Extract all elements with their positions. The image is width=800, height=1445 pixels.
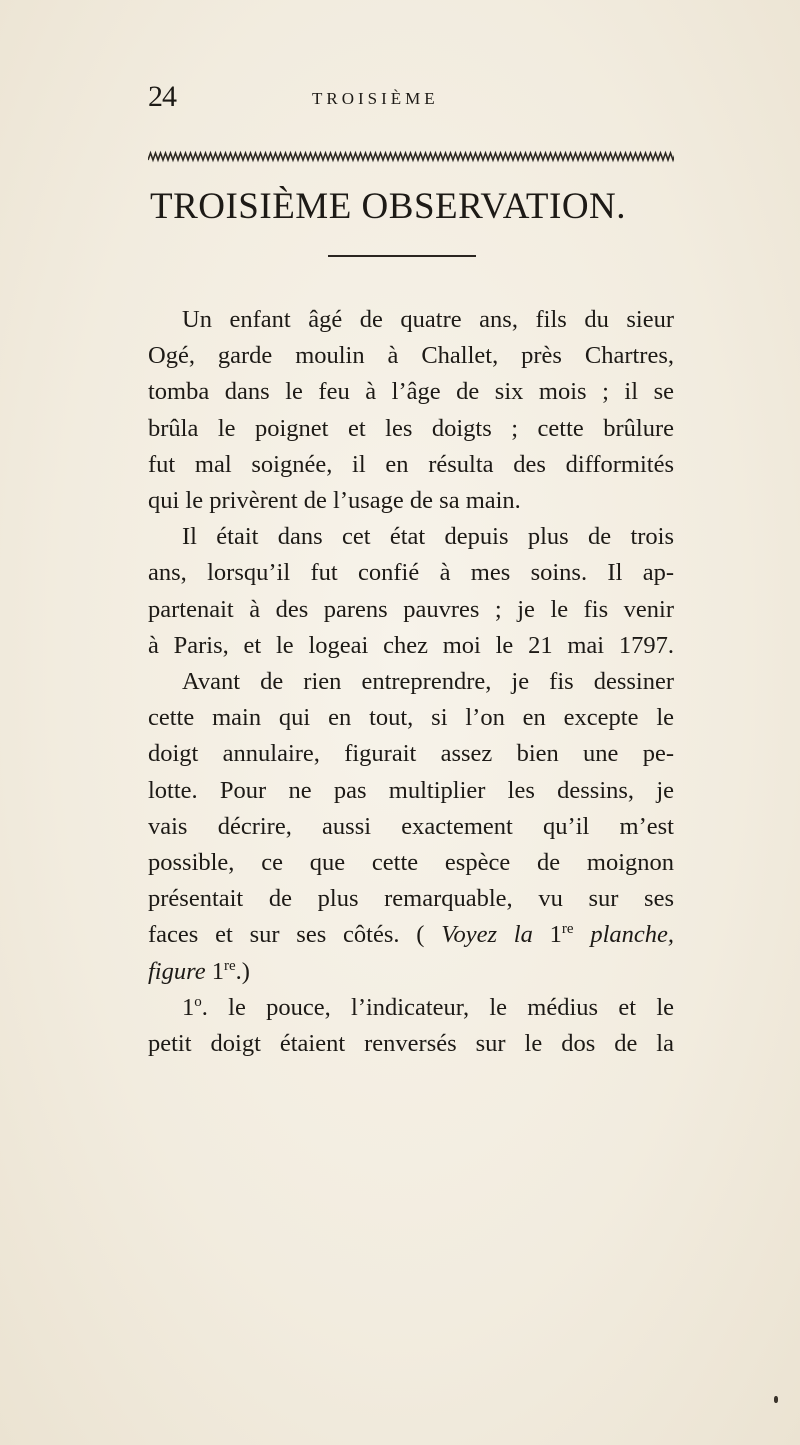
text-line: présentait de plus remarquable, vu sur ses: [148, 885, 674, 913]
text-line-with-reference: [114, 917, 674, 953]
page-number: 24: [148, 80, 176, 113]
text-line: brûla le poignet et les doigts ; cette brûlure: [148, 414, 674, 442]
text-line-with-reference: [114, 954, 674, 990]
paragraph-2: [148, 519, 674, 990]
text-line: tomba dans le feu à l’âge de six mois ; il se: [148, 378, 674, 406]
text-line: partenait à des parens pauvres ; je le fis venir: [148, 595, 674, 623]
plate-reference: Voyez la: [441, 921, 533, 949]
ordinal-suffix: re: [561, 921, 574, 938]
ornamental-rule: [148, 150, 674, 164]
text-line-with-numeral: [148, 990, 674, 1026]
heading-underline: [328, 255, 476, 257]
running-head: [148, 80, 668, 114]
text-line: doigt annulaire, figurait assez bien une pe-: [148, 740, 674, 768]
text-fragment: . le pouce, l’indicateur, le médius et le: [201, 993, 674, 1021]
ordinal-suffix: re: [224, 957, 236, 974]
text-line: ans, lorsqu’il fut confié à mes soins. Il ap-: [148, 559, 674, 587]
ink-speck: [774, 1396, 778, 1403]
figure-word: figure: [148, 957, 206, 985]
text-line: Un enfant âgé de quatre ans, fils du sieur: [182, 306, 674, 333]
text-line: Avant de rien entreprendre, je fis dessiner: [182, 668, 674, 696]
body-text: [148, 302, 674, 1062]
text-line: possible, ce que cette espèce de moignon: [148, 849, 674, 877]
text-line: Ogé, garde moulin à Challet, près Chartres,: [148, 342, 674, 370]
ordinal-number: 1: [549, 921, 562, 949]
text-line: à Paris, et le logeai chez moi le 21 mai 1797.: [148, 631, 674, 659]
text-fragment: faces et sur ses côtés. (: [148, 921, 425, 949]
closing-punctuation: .): [235, 957, 250, 985]
text-line: fut mal soignée, il en résulta des difformités: [148, 450, 674, 478]
text-line: Il était dans cet état depuis plus de trois: [182, 523, 674, 551]
text-line: cette main qui en tout, si l’on en excepte le: [148, 704, 674, 732]
list-numeral: 1: [182, 993, 195, 1021]
text-line: petit doigt étaient renversés sur le dos de la: [148, 1030, 674, 1058]
paragraph-3: [148, 990, 674, 1062]
paragraph-1: [148, 302, 674, 519]
text-line: vais décrire, aussi exactement qu’il m’est: [148, 812, 674, 840]
degree-mark: o: [194, 993, 202, 1010]
text-line: qui le privèrent de l’usage de sa main.: [148, 487, 521, 515]
ordinal-number: 1: [211, 957, 224, 985]
text-line: lotte. Pour ne pas multiplier les dessins, je: [148, 776, 674, 804]
running-title: TROISIÈME: [312, 89, 439, 108]
plate-word: planche,: [590, 921, 675, 949]
chapter-heading: TROISIÈME OBSERVATION.: [149, 186, 627, 227]
